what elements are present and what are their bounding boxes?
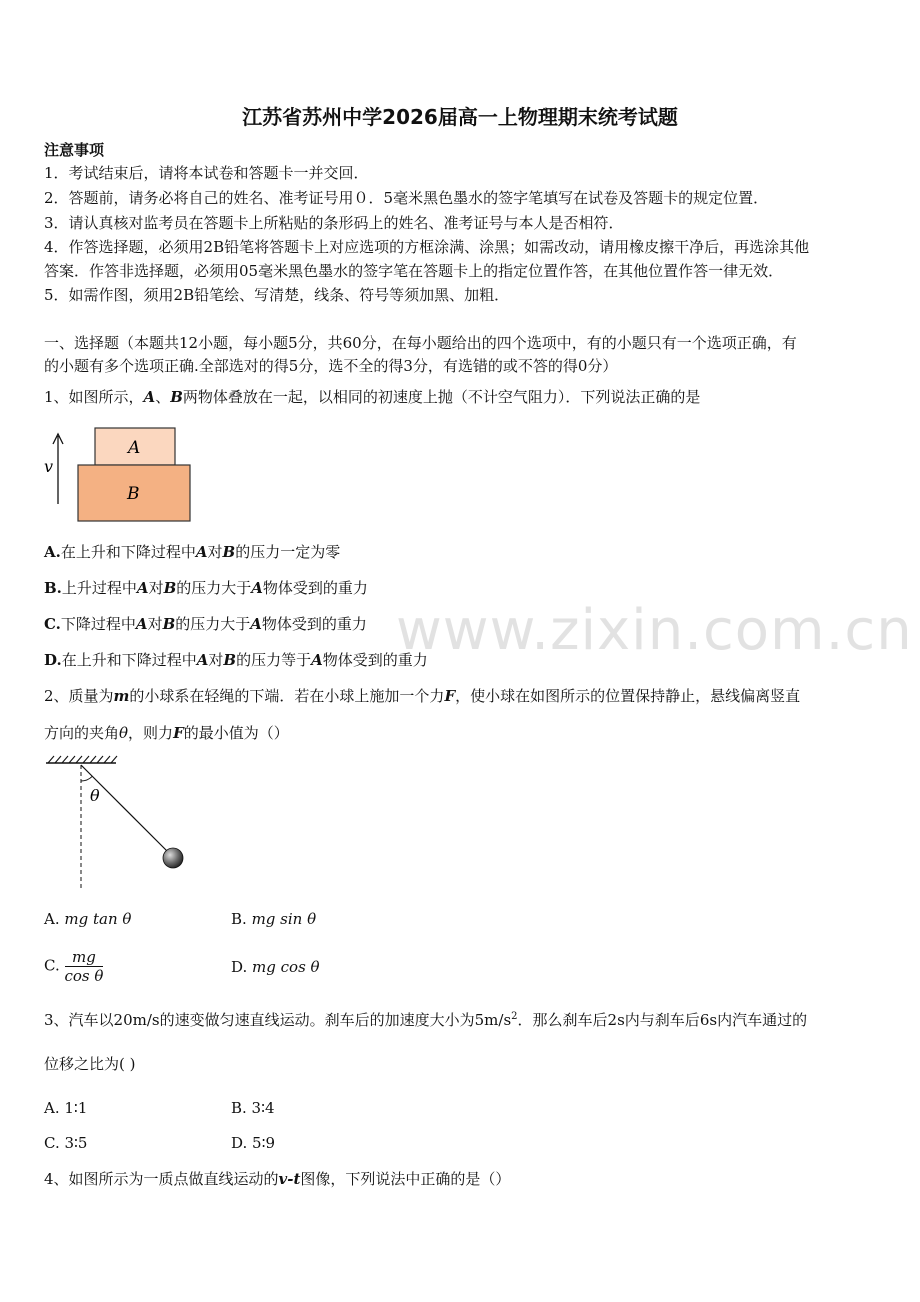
block-a-label: A [128, 438, 141, 458]
block-b-label: B [127, 484, 140, 504]
notice-item: 2．答题前，请务必将自己的姓名、准考证号用０．5毫米黑色墨水的签字笔填写在试卷及答题卡的规定位置． [44, 189, 769, 207]
question-3-stem-line-1: 3、汽车以20m/s的速变做匀速直线运动。刹车后的加速度大小为$5m/s^2$．那么刹车后2s内与刹车后6s内汽车通过的 [44, 1011, 808, 1029]
notice-item: 4．作答选择题，必须用2B铅笔将答题卡上对应选项的方框涂满、涂黑；如需改动，请用橡皮擦干净后，再选涂其他 [44, 238, 810, 256]
question-2-stem-line-2: 方向的夹角θ，则力F的最小值为（） [44, 724, 289, 742]
question-3-option-b[interactable]: B. 3∶4 [231, 1099, 275, 1117]
question-3-stem-line-2: 位移之比为( ) [44, 1055, 136, 1073]
angle-label: θ [90, 786, 100, 805]
question-3-option-d[interactable]: D. 5∶9 [231, 1134, 276, 1152]
notice-item: 1．考试结束后，请将本试卷和答题卡一并交回． [44, 164, 369, 182]
ball [163, 848, 183, 868]
question-2-option-a[interactable]: A. mg tan θ [44, 910, 132, 928]
question-3-option-a[interactable]: A. 1∶1 [44, 1099, 88, 1117]
question-2-option-b[interactable]: B. mg sin θ [231, 910, 317, 928]
question-1-option-d[interactable]: D.在上升和下降过程中A对B的压力等于A物体受到的重力 [44, 651, 428, 669]
question-1-option-b[interactable]: B.上升过程中A对B的压力大于A物体受到的重力 [44, 579, 368, 597]
page-title: 江苏省苏州中学2026届高一上物理期末统考试题 [242, 105, 678, 129]
question-1-option-c[interactable]: C.下降过程中A对B的压力大于A物体受到的重力 [44, 615, 367, 633]
watermark: www.zixin.com.cn [396, 598, 913, 663]
question-2-option-c[interactable]: C. $\frac{mg}{\text{cos θ}}$ [44, 948, 104, 985]
notice-heading: 注意事项 [44, 141, 105, 159]
ceiling-hatch [48, 756, 117, 763]
question-4-stem: 4、如图所示为一质点做直线运动的v-t图像，下列说法中正确的是（） [44, 1170, 511, 1188]
notice-item: 5．如需作图，须用2B铅笔绘、写清楚，线条、符号等须加黑、加粗． [44, 286, 510, 304]
fraction: $\frac{mg}{\text{cos θ}}$ [64, 948, 104, 985]
angle-arc [81, 776, 92, 781]
section-heading: 一、选择题（本题共12小题，每小题5分，共60分，在每小题给出的四个选项中，有的小题只有一个选项正确，有 [44, 334, 797, 352]
pendulum-figure [44, 755, 194, 891]
stacked-blocks-figure [38, 422, 198, 528]
question-2-stem-line-1: 2、质量为m的小球系在轻绳的下端．若在小球上施加一个力F，使小球在如图所示的位置保持静止，悬线偏离竖直 [44, 687, 801, 705]
question-2-option-d[interactable]: D. mg cos θ [231, 958, 320, 976]
notice-item: 3．请认真核对监考员在答题卡上所粘贴的条形码上的姓名、准考证号与本人是否相符． [44, 214, 624, 232]
section-heading: 的小题有多个选项正确.全部选对的得5分，选不全的得3分，有选错的或不答的得0分） [44, 357, 618, 375]
notice-item: 答案．作答非选择题，必须用05毫米黑色墨水的签字笔在答题卡上的指定位置作答，在其他位置作答一律无效． [44, 262, 784, 280]
question-1-option-a[interactable]: A.在上升和下降过程中A对B的压力一定为零 [44, 543, 341, 561]
velocity-label: v [44, 457, 54, 476]
question-1-stem: 1、如图所示，A、B两物体叠放在一起，以相同的初速度上抛（不计空气阻力）．下列说法正确的是 [44, 388, 701, 406]
question-3-option-c[interactable]: C. 3∶5 [44, 1134, 88, 1152]
string [81, 765, 170, 854]
